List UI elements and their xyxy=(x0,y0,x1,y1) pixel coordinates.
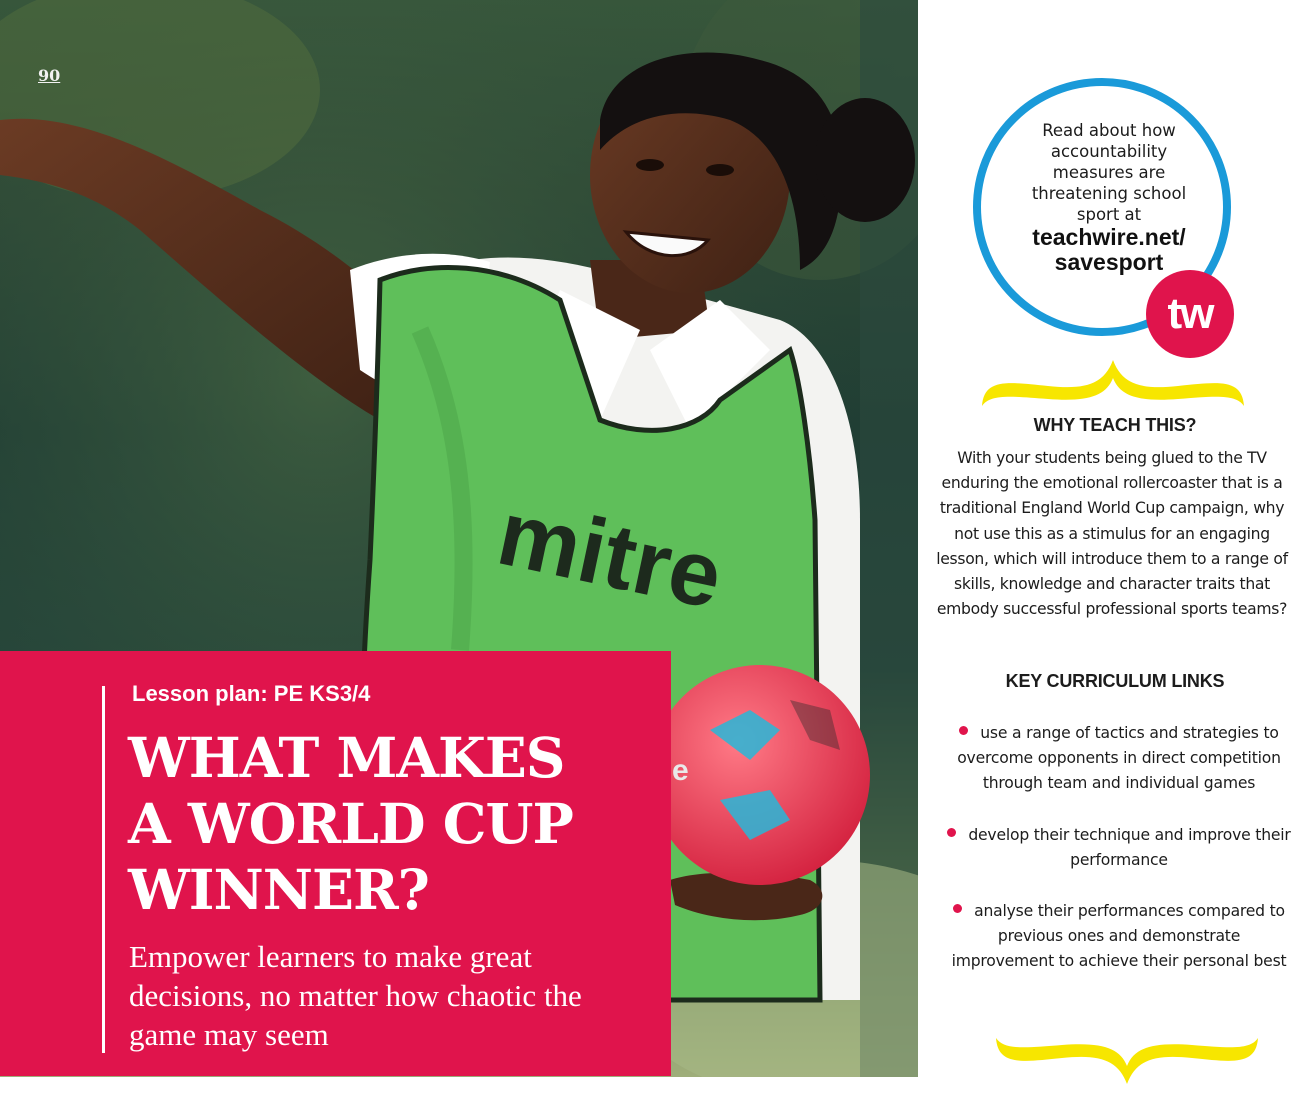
curriculum-list xyxy=(946,721,1292,1001)
list-item-text: use a range of tactics and strategies to overcome opponents in direct competition through team and individual games xyxy=(957,724,1281,793)
bullet-dot-icon xyxy=(953,904,962,913)
brace-bottom-icon xyxy=(992,1032,1262,1088)
curriculum-heading: KEY CURRICULUM LINKS xyxy=(1005,671,1225,691)
list-item-text: develop their technique and improve their performance xyxy=(968,825,1291,869)
promo-link[interactable]: teachwire.net/ savesport xyxy=(1032,224,1186,275)
bib-logo-text: mitre xyxy=(489,481,731,629)
title-panel xyxy=(0,651,671,1076)
bullet-dot-icon xyxy=(947,828,956,837)
bullet-dot-icon xyxy=(959,726,968,735)
standfirst: Empower learners to make great decisions, no matter how chaotic the game may seem xyxy=(129,939,582,1052)
list-item-text: analyse their performances compared to previous ones and demonstrate improvement to achieve their personal best xyxy=(951,902,1287,971)
ball-logo-text: e xyxy=(672,754,689,787)
why-teach-body: With your students being glued to the TV enduring the emotional rollercoaster that is a traditional England World Cup campaign, why not use this as a stimulus for an engaging lesson, which will introduce them to a range of skills, knowledge and character traits that embody successful professional sports teams? xyxy=(936,449,1288,619)
page-number: 90 xyxy=(38,66,61,85)
brace-top-icon xyxy=(978,356,1248,412)
list-item xyxy=(946,899,1292,975)
list-item xyxy=(946,823,1292,873)
list-item xyxy=(946,721,1292,797)
promo-text: Read about how accountability measures are threatening school sport at xyxy=(1031,121,1187,224)
page-title: WHAT MAKES A WORLD CUP WINNER? xyxy=(128,725,573,922)
title-rule xyxy=(102,686,105,1053)
tw-logo: tw xyxy=(1146,270,1234,358)
lesson-kicker: Lesson plan: PE KS3/4 xyxy=(132,681,371,706)
why-teach-heading: WHY TEACH THIS? xyxy=(1033,415,1197,435)
